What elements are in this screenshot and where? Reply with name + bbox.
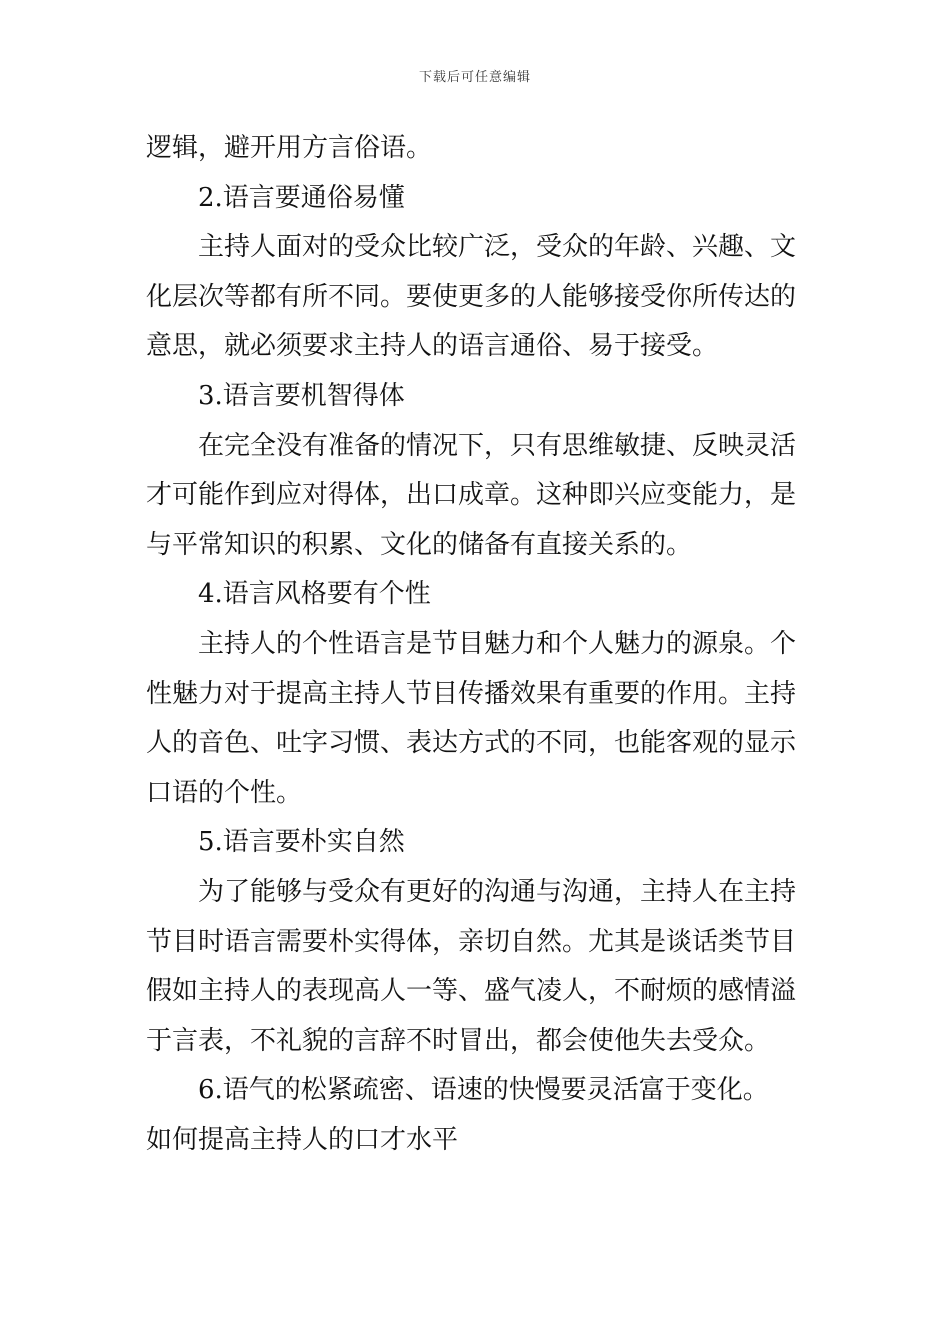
text-line: 5.语言要朴实自然 <box>198 827 405 858</box>
text-line: 于言表，不礼貌的言辞不时冒出，都会使他失去受众。 <box>146 1025 771 1056</box>
text-line: 主持人面对的受众比较广泛，受众的年龄、兴趣、文 <box>198 232 797 263</box>
text-line: 假如主持人的表现高人一等、盛气凌人，不耐烦的感情溢 <box>146 976 797 1007</box>
text-line: 意思，就必须要求主持人的语言通俗、易于接受。 <box>146 331 719 362</box>
text-line: 为了能够与受众有更好的沟通与沟通，主持人在主持 <box>198 876 797 907</box>
text-line: 逻辑，避开用方言俗语。 <box>146 133 433 163</box>
text-line: 2.语言要通俗易懂 <box>198 182 405 213</box>
text-line: 人的音色、吐字习惯、表达方式的不同，也能客观的显示 <box>146 728 797 759</box>
header-note: 下载后可任意编辑 <box>418 70 531 85</box>
text-line: 主持人的个性语言是节目魅力和个人魅力的源泉。个 <box>198 628 797 659</box>
text-line: 化层次等都有所不同。要使更多的人能够接受你所传达的 <box>146 281 797 312</box>
text-line: 才可能作到应对得体，出口成章。这种即兴应变能力，是 <box>146 480 797 511</box>
document-body <box>146 124 806 1165</box>
text-line: 6.语气的松紧疏密、语速的快慢要灵活富于变化。 <box>198 1075 769 1106</box>
text-line: 在完全没有准备的情况下，只有思维敏捷、反映灵活 <box>198 430 797 461</box>
text-line: 3.语言要机智得体 <box>198 380 405 411</box>
text-line: 4.语言风格要有个性 <box>198 579 431 610</box>
text-line: 如何提高主持人的口才水平 <box>146 1124 459 1155</box>
text-line: 性魅力对于提高主持人节目传播效果有重要的作用。主持 <box>146 678 797 709</box>
text-line: 节目时语言需要朴实得体，亲切自然。尤其是谈话类节目 <box>146 926 797 957</box>
text-line: 口语的个性。 <box>146 777 303 808</box>
text-line: 与平常知识的积累、文化的储备有直接关系的。 <box>146 529 693 560</box>
